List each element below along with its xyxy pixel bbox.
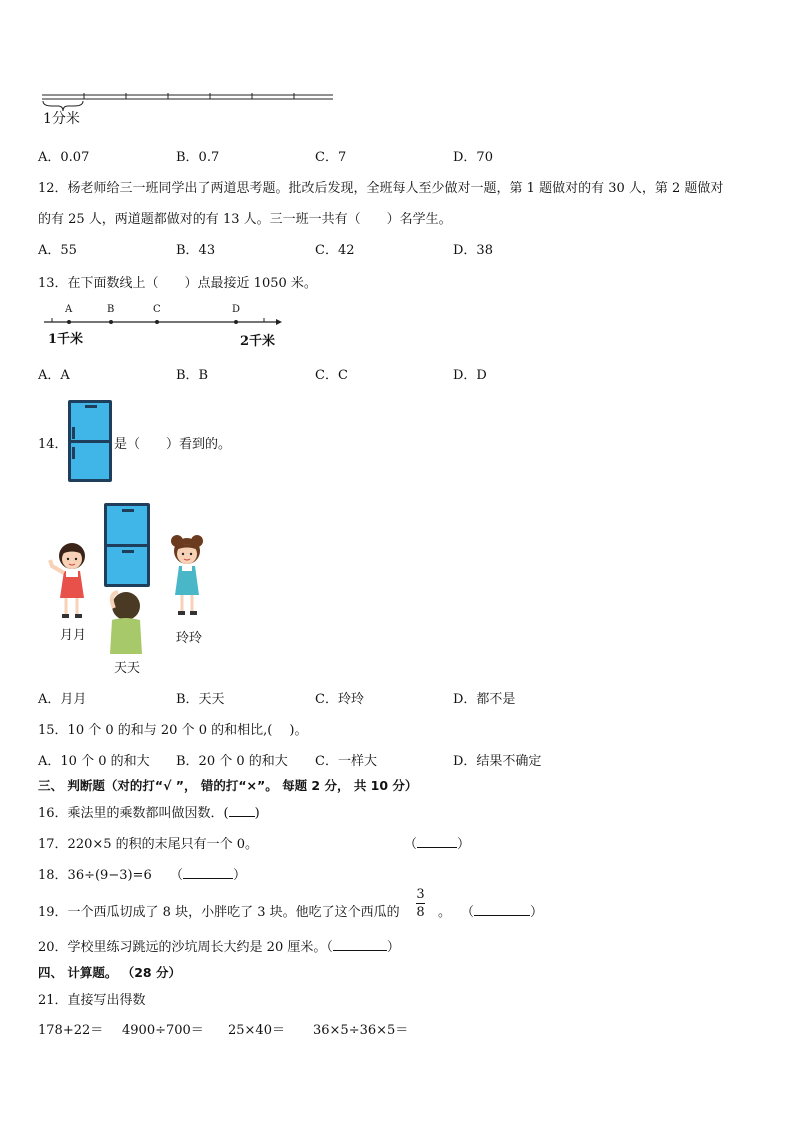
ruler-figure	[40, 88, 340, 128]
q18-text: 18．36÷(9−3)=6	[38, 868, 152, 883]
q16-answer-blank[interactable]	[229, 803, 255, 817]
q16-text: 16．乘法里的乘数都叫做因数．(	[38, 806, 229, 821]
q13-option-b[interactable]: B．B	[176, 368, 209, 383]
q17-close: ）	[457, 837, 471, 852]
q20-close: ）	[386, 940, 400, 955]
q11-option-d[interactable]: D．70	[453, 150, 493, 165]
ruler-unit-label: 1分米	[43, 111, 80, 127]
girl-yueyue-icon	[46, 538, 96, 626]
q13-text: 13．在下面数线上（ ）点最接近 1050 米。	[38, 276, 317, 291]
q17-answer	[404, 833, 470, 852]
q14-text: 是（ ）看到的。	[114, 437, 232, 452]
q12-text-line1: 12．杨老师给三一班同学出了两道思考题。批改后发现，全班每人至少做对一题，第 1 题做对的有 30 人，第 2 题做对	[38, 181, 724, 196]
q11-option-b[interactable]: B．0.7	[176, 150, 220, 165]
q12-option-b[interactable]: B．43	[176, 243, 216, 258]
girl-lingling-icon	[163, 533, 211, 623]
numberline-right-label: 2千米	[240, 334, 276, 349]
q14-option-b[interactable]: B．天天	[176, 692, 225, 707]
q20-text: 20．学校里练习跳远的沙坑周长大约是 20 厘米。（	[38, 940, 333, 955]
q18-close: ）	[233, 868, 247, 883]
q15-option-b[interactable]: B．20 个 0 的和大	[176, 754, 288, 769]
q12-text-line2: 的有 25 人，两道题都做对的有 13 人。三一班一共有（ ）名学生。	[38, 212, 452, 227]
section-3-heading: 三、 判断题（对的打“√ ”， 错的打“×”。 每题 2 分， 共 10 分）	[38, 778, 418, 793]
q20-line	[38, 936, 400, 955]
q17-answer-blank[interactable]	[417, 834, 457, 848]
q19-answer-blank[interactable]	[474, 902, 530, 916]
q15-option-d[interactable]: D．结果不确定	[453, 754, 542, 769]
q12-option-d[interactable]: D．38	[453, 243, 493, 258]
q19-numerator: 3	[416, 887, 425, 902]
point-d-dot	[234, 320, 238, 324]
q20-answer-blank[interactable]	[333, 937, 387, 951]
q14-option-c[interactable]: C．玲玲	[315, 692, 364, 707]
name-yueyue: 月月	[60, 628, 87, 643]
q19-open: （	[461, 905, 475, 920]
q12-option-c[interactable]: C．42	[315, 243, 355, 258]
point-a-label: A	[65, 304, 73, 315]
q16-line	[38, 802, 260, 821]
boy-tiantian-icon	[106, 588, 150, 660]
q18-answer-blank[interactable]	[183, 865, 233, 879]
q21-item-1: 178+22＝	[38, 1023, 104, 1038]
q21-item-3: 25×40＝	[228, 1023, 285, 1038]
q21-item-4: 36×5÷36×5＝	[313, 1023, 409, 1038]
q19-text: 19．一个西瓜切成了 8 块，小胖吃了 3 块。他吃了这个西瓜的	[38, 905, 400, 920]
name-lingling: 玲玲	[176, 631, 203, 646]
q15-option-c[interactable]: C．一样大	[315, 754, 377, 769]
q17-open: （	[404, 837, 418, 852]
q19-answer	[461, 901, 543, 920]
q13-option-a[interactable]: A．A	[38, 368, 70, 383]
q13-option-d[interactable]: D．D	[453, 368, 487, 383]
numberline-left-label: 1千米	[48, 332, 84, 347]
point-a-dot	[67, 320, 71, 324]
point-c-label: C	[153, 304, 161, 315]
q18-answer	[170, 864, 246, 883]
q15-option-a[interactable]: A．10 个 0 的和大	[38, 754, 150, 769]
section-4-heading: 四、 计算题。 （28 分）	[38, 965, 181, 980]
q21-item-2: 4900÷700＝	[122, 1023, 204, 1038]
scene-fridge-icon	[103, 502, 151, 592]
number-line-figure	[40, 302, 290, 348]
q14-option-d[interactable]: D．都不是	[453, 692, 516, 707]
q14-number: 14．	[38, 437, 68, 452]
q19-denominator: 8	[416, 905, 425, 920]
q15-text: 15．10 个 0 的和与 20 个 0 的和相比,( )。	[38, 723, 308, 738]
q16-close: )	[254, 806, 260, 821]
fridge-icon	[67, 399, 113, 487]
ruler-svg	[40, 88, 340, 128]
q14-option-a[interactable]: A．月月	[38, 692, 87, 707]
point-b-label: B	[107, 304, 115, 315]
point-c-dot	[155, 320, 159, 324]
name-tiantian: 天天	[114, 661, 141, 676]
q21-title: 21．直接写出得数	[38, 993, 146, 1008]
point-b-dot	[109, 320, 113, 324]
q13-option-c[interactable]: C．C	[315, 368, 348, 383]
q19-fraction	[416, 888, 425, 919]
q17-text: 17．220×5 的积的末尾只有一个 0。	[38, 837, 259, 852]
point-d-label: D	[232, 304, 241, 315]
q11-option-a[interactable]: A．0.07	[38, 150, 90, 165]
q11-option-c[interactable]: C．7	[315, 150, 347, 165]
q19-after: 。	[438, 905, 452, 920]
q19-close: ）	[530, 905, 544, 920]
q12-option-a[interactable]: A．55	[38, 243, 77, 258]
q18-open: （	[170, 868, 184, 883]
